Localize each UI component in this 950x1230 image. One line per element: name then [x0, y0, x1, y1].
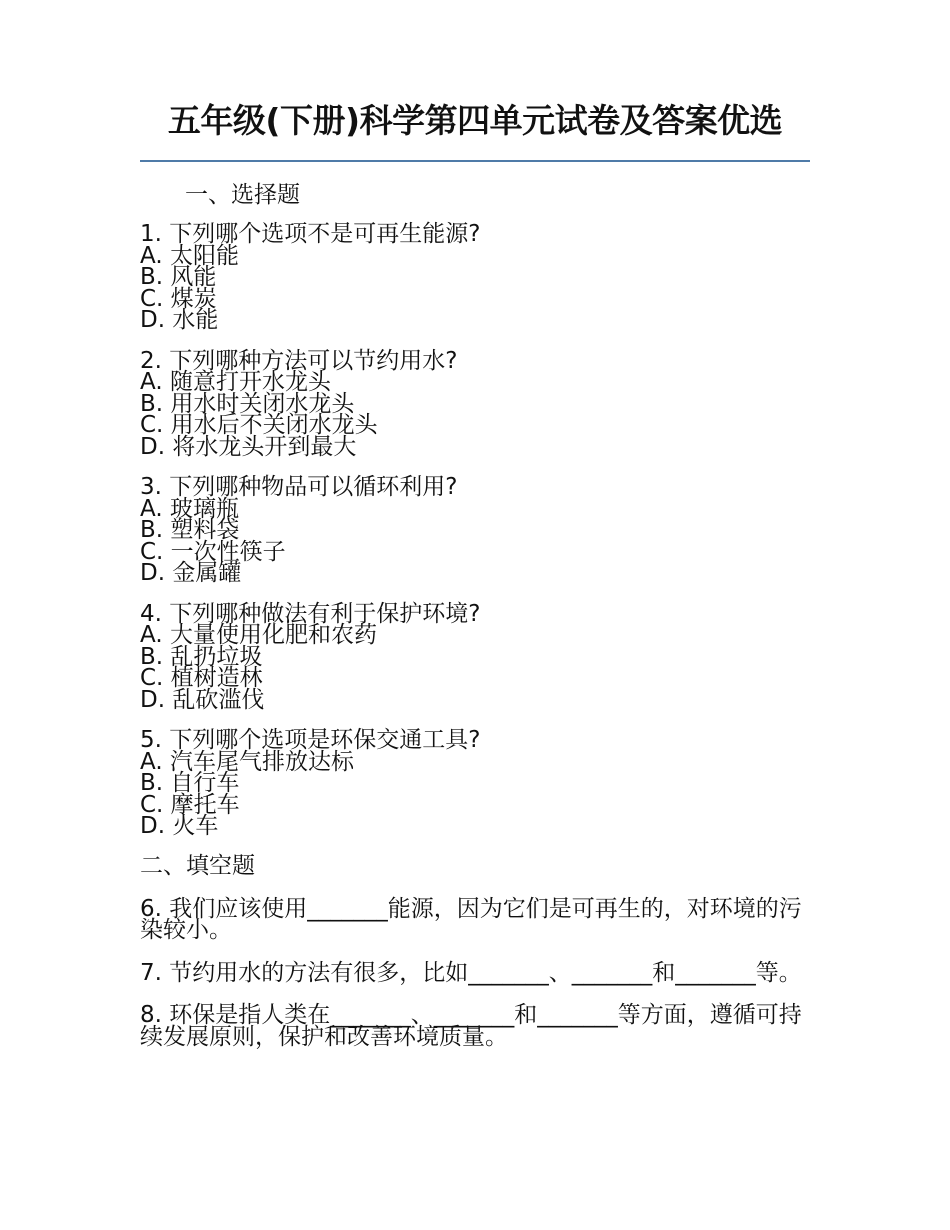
option-d: D. 将水龙头开到最大: [140, 433, 357, 460]
fill-question-7: 7. 节约用水的方法有很多，比如_______、_______和_______等。: [140, 959, 802, 986]
document-title: 五年级(下册)科学第四单元试卷及答案优选: [167, 101, 783, 140]
option-a: A. 大量使用化肥和农药: [140, 622, 377, 648]
question-3: [140, 474, 810, 586]
option-c: C. 一次性筷子: [140, 538, 286, 565]
option-a: A. 汽车尾气排放达标: [140, 748, 354, 775]
title-divider: [140, 160, 810, 162]
question-stem: 4. 下列哪种做法有利于保护环境?: [140, 600, 481, 627]
option-c: C. 用水后不关闭水龙头: [140, 412, 378, 438]
question-stem: 5. 下列哪个选项是环保交通工具?: [140, 727, 481, 753]
option-d: D. 水能: [140, 307, 219, 333]
fill-question-8: 8. 环保是指人类在_______、_______和_______等方面，遵循可持续发展原则，保护和改善环境质量。: [140, 1002, 802, 1050]
fill-question-6: 6. 我们应该使用_______能源，因为它们是可再生的，对环境的污染较小。: [140, 895, 802, 943]
option-c: C. 摩托车: [140, 791, 240, 818]
section-heading-fill: 二、填空题: [140, 852, 255, 879]
option-a: A. 玻璃瓶: [140, 495, 239, 522]
question-5: [140, 727, 810, 839]
document-body: [140, 221, 810, 1069]
option-b: B. 风能: [140, 264, 217, 290]
option-d: D. 火车: [140, 813, 219, 839]
question-stem: 2. 下列哪种方法可以节约用水?: [140, 347, 458, 374]
option-b: B. 乱扔垃圾: [140, 643, 263, 670]
question-4: [140, 600, 810, 713]
question-2: [140, 347, 810, 460]
question-stem: 3. 下列哪种物品可以循环利用?: [140, 474, 458, 500]
option-a: A. 随意打开水龙头: [140, 369, 331, 395]
option-d: D. 金属罐: [140, 560, 242, 586]
section-heading-choice: 一、选择题: [185, 182, 300, 208]
option-b: B. 用水时关闭水龙头: [140, 390, 355, 417]
option-c: C. 煤炭: [140, 285, 217, 312]
question-stem: 1. 下列哪个选项不是可再生能源?: [140, 221, 481, 247]
option-b: B. 自行车: [140, 770, 240, 796]
option-b: B. 塑料袋: [140, 517, 240, 543]
option-c: C. 植树造林: [140, 665, 263, 691]
option-a: A. 太阳能: [140, 242, 239, 269]
option-d: D. 乱砍滥伐: [140, 686, 265, 713]
question-1: [140, 221, 810, 333]
